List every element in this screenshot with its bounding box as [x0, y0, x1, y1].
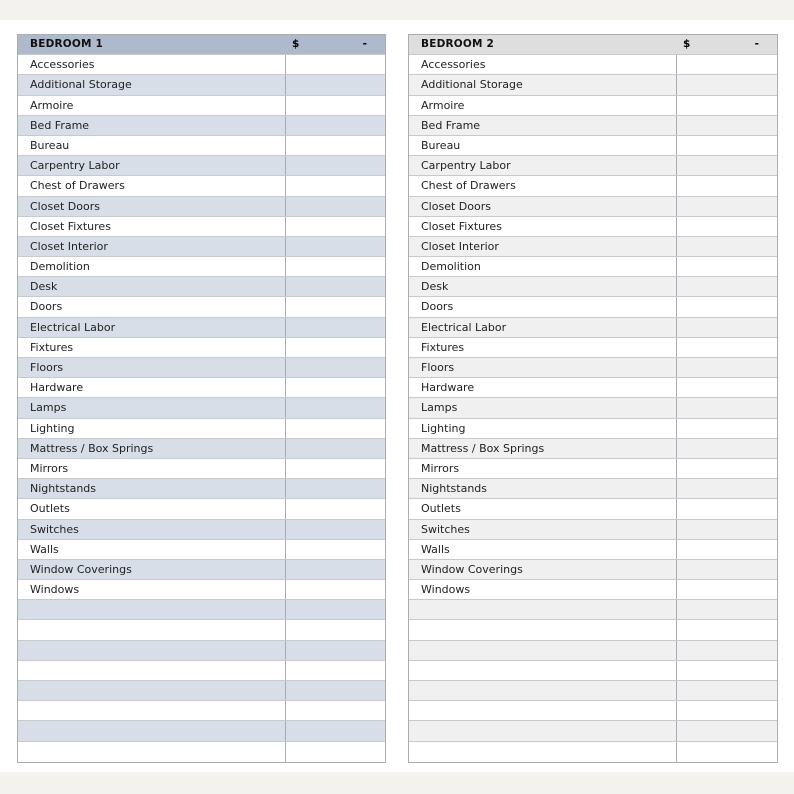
- item-name-cell[interactable]: Lamps: [18, 398, 286, 417]
- item-name-cell[interactable]: Window Coverings: [18, 560, 286, 579]
- bedroom-2-table: [408, 34, 778, 763]
- total-value: -: [362, 38, 367, 50]
- item-name-cell[interactable]: Demolition: [18, 257, 286, 276]
- table-row: [409, 136, 777, 156]
- table-row: [18, 277, 385, 297]
- table-row: [409, 459, 777, 479]
- item-name-cell[interactable]: Carpentry Labor: [409, 156, 677, 175]
- amount-cell[interactable]: [677, 176, 777, 195]
- table-row: [18, 358, 385, 378]
- amount-cell[interactable]: [286, 217, 385, 236]
- amount-cell[interactable]: [677, 116, 777, 135]
- amount-cell[interactable]: [677, 197, 777, 216]
- amount-cell[interactable]: [286, 499, 385, 518]
- item-name-cell[interactable]: Closet Interior: [18, 237, 286, 256]
- table-row: [409, 641, 777, 661]
- amount-cell[interactable]: [677, 600, 777, 619]
- item-name-cell[interactable]: Additional Storage: [409, 75, 677, 94]
- item-name-cell[interactable]: [409, 600, 677, 619]
- item-name-cell[interactable]: Walls: [18, 540, 286, 559]
- item-name-cell[interactable]: Doors: [409, 297, 677, 316]
- amount-cell[interactable]: [677, 701, 777, 720]
- item-name-cell[interactable]: Doors: [18, 297, 286, 316]
- amount-cell[interactable]: [677, 136, 777, 155]
- table-row: [409, 681, 777, 701]
- item-name-cell[interactable]: Closet Doors: [409, 197, 677, 216]
- item-name-cell[interactable]: [18, 661, 286, 680]
- item-name-cell[interactable]: [409, 742, 677, 762]
- table-row: [409, 580, 777, 600]
- table-row: [18, 701, 385, 721]
- item-name-cell[interactable]: Electrical Labor: [18, 318, 286, 337]
- amount-cell[interactable]: [286, 479, 385, 498]
- item-name-cell[interactable]: Floors: [18, 358, 286, 377]
- table-row: [409, 338, 777, 358]
- item-name-cell[interactable]: Switches: [409, 520, 677, 539]
- item-name-cell[interactable]: Bed Frame: [18, 116, 286, 135]
- table-row: [18, 136, 385, 156]
- table-header-row: [409, 35, 777, 55]
- amount-cell[interactable]: [286, 580, 385, 599]
- table-row: [18, 338, 385, 358]
- amount-cell[interactable]: [286, 681, 385, 700]
- item-name-cell[interactable]: Armoire: [409, 96, 677, 115]
- amount-cell[interactable]: [286, 197, 385, 216]
- item-name-cell[interactable]: Bed Frame: [409, 116, 677, 135]
- amount-cell[interactable]: [286, 419, 385, 438]
- amount-cell[interactable]: [286, 96, 385, 115]
- amount-cell[interactable]: [677, 560, 777, 579]
- amount-cell[interactable]: [286, 620, 385, 639]
- table-row: [409, 257, 777, 277]
- table-row: [409, 318, 777, 338]
- table-row: [18, 742, 385, 762]
- item-name-cell[interactable]: Electrical Labor: [409, 318, 677, 337]
- amount-cell[interactable]: [677, 358, 777, 377]
- item-name-cell[interactable]: Closet Fixtures: [409, 217, 677, 236]
- table-row: [18, 419, 385, 439]
- item-name-cell[interactable]: [409, 681, 677, 700]
- amount-cell[interactable]: [677, 479, 777, 498]
- amount-cell[interactable]: [286, 661, 385, 680]
- table-row: [18, 479, 385, 499]
- table-row: [18, 540, 385, 560]
- item-name-cell[interactable]: Lamps: [409, 398, 677, 417]
- table-row: [409, 742, 777, 762]
- amount-cell[interactable]: [286, 358, 385, 377]
- total-value: -: [754, 38, 759, 50]
- amount-cell[interactable]: [677, 96, 777, 115]
- amount-cell[interactable]: [286, 176, 385, 195]
- table-row: [18, 499, 385, 519]
- table-row: [409, 520, 777, 540]
- amount-cell[interactable]: [677, 217, 777, 236]
- amount-cell[interactable]: [677, 318, 777, 337]
- amount-cell[interactable]: [677, 641, 777, 660]
- item-name-cell[interactable]: Switches: [18, 520, 286, 539]
- item-name-cell[interactable]: Mirrors: [18, 459, 286, 478]
- table-title: BEDROOM 2: [421, 38, 495, 50]
- table-row: [409, 439, 777, 459]
- table-row: [18, 620, 385, 640]
- table-row: [409, 378, 777, 398]
- item-name-cell[interactable]: [18, 620, 286, 639]
- item-name-cell[interactable]: Walls: [409, 540, 677, 559]
- item-name-cell[interactable]: Carpentry Labor: [18, 156, 286, 175]
- table-row: [18, 237, 385, 257]
- amount-cell[interactable]: [286, 560, 385, 579]
- table-row: [18, 600, 385, 620]
- item-name-cell[interactable]: [18, 600, 286, 619]
- item-name-cell[interactable]: Outlets: [409, 499, 677, 518]
- table-row: [18, 560, 385, 580]
- table-row: [409, 75, 777, 95]
- table-row: [409, 156, 777, 176]
- amount-cell[interactable]: [677, 55, 777, 74]
- item-name-cell[interactable]: Mattress / Box Springs: [18, 439, 286, 458]
- table-row: [409, 600, 777, 620]
- item-name-cell[interactable]: [18, 641, 286, 660]
- amount-cell[interactable]: [286, 742, 385, 762]
- amount-cell[interactable]: [286, 297, 385, 316]
- amount-cell[interactable]: [286, 459, 385, 478]
- item-name-cell[interactable]: Outlets: [18, 499, 286, 518]
- amount-cell[interactable]: [286, 600, 385, 619]
- item-name-cell[interactable]: Accessories: [18, 55, 286, 74]
- item-name-cell[interactable]: Desk: [409, 277, 677, 296]
- amount-cell[interactable]: [286, 55, 385, 74]
- table-row: [18, 297, 385, 317]
- currency-symbol: $: [292, 38, 300, 50]
- bedroom-1-table: [17, 34, 386, 763]
- table-row: [409, 499, 777, 519]
- amount-cell[interactable]: [286, 540, 385, 559]
- item-name-cell[interactable]: [18, 742, 286, 762]
- table-row: [18, 217, 385, 237]
- table-row: [18, 116, 385, 136]
- item-name-cell[interactable]: Bureau: [409, 136, 677, 155]
- item-name-cell[interactable]: Desk: [18, 277, 286, 296]
- table-row: [18, 661, 385, 681]
- table-row: [409, 55, 777, 75]
- amount-cell[interactable]: [286, 116, 385, 135]
- table-row: [18, 439, 385, 459]
- item-name-cell[interactable]: [409, 661, 677, 680]
- table-row: [18, 580, 385, 600]
- item-name-cell[interactable]: Chest of Drawers: [18, 176, 286, 195]
- table-row: [409, 620, 777, 640]
- table-row: [18, 520, 385, 540]
- table-row: [409, 116, 777, 136]
- total-cell[interactable]: [286, 35, 385, 54]
- table-row: [409, 419, 777, 439]
- item-name-cell[interactable]: Hardware: [18, 378, 286, 397]
- item-name-cell[interactable]: Window Coverings: [409, 560, 677, 579]
- amount-cell[interactable]: [677, 459, 777, 478]
- item-name-cell[interactable]: Hardware: [409, 378, 677, 397]
- table-row: [18, 96, 385, 116]
- table-row: [409, 96, 777, 116]
- amount-cell[interactable]: [677, 156, 777, 175]
- amount-cell[interactable]: [286, 277, 385, 296]
- table-row: [18, 398, 385, 418]
- table-row: [409, 560, 777, 580]
- amount-cell[interactable]: [677, 499, 777, 518]
- amount-cell[interactable]: [677, 520, 777, 539]
- table-row: [409, 540, 777, 560]
- table-row: [18, 378, 385, 398]
- amount-cell[interactable]: [677, 338, 777, 357]
- item-name-cell[interactable]: [18, 701, 286, 720]
- amount-cell[interactable]: [677, 661, 777, 680]
- amount-cell[interactable]: [677, 419, 777, 438]
- amount-cell[interactable]: [677, 681, 777, 700]
- item-name-cell[interactable]: Windows: [409, 580, 677, 599]
- item-name-cell[interactable]: Lighting: [409, 419, 677, 438]
- amount-cell[interactable]: [286, 721, 385, 740]
- item-name-cell[interactable]: Fixtures: [18, 338, 286, 357]
- amount-cell[interactable]: [677, 75, 777, 94]
- item-name-cell[interactable]: Chest of Drawers: [409, 176, 677, 195]
- table-row: [409, 358, 777, 378]
- item-name-cell[interactable]: [409, 641, 677, 660]
- budget-sheet: [0, 20, 794, 772]
- amount-cell[interactable]: [286, 378, 385, 397]
- amount-cell[interactable]: [677, 540, 777, 559]
- table-row: [18, 721, 385, 741]
- table-row: [409, 297, 777, 317]
- item-name-cell[interactable]: Nightstands: [409, 479, 677, 498]
- amount-cell[interactable]: [286, 136, 385, 155]
- item-name-cell[interactable]: Additional Storage: [18, 75, 286, 94]
- item-name-cell[interactable]: Mirrors: [409, 459, 677, 478]
- amount-cell[interactable]: [677, 237, 777, 256]
- item-name-cell[interactable]: Armoire: [18, 96, 286, 115]
- amount-cell[interactable]: [677, 620, 777, 639]
- item-name-cell[interactable]: Nightstands: [18, 479, 286, 498]
- amount-cell[interactable]: [677, 721, 777, 740]
- amount-cell[interactable]: [286, 439, 385, 458]
- item-name-cell[interactable]: Bureau: [18, 136, 286, 155]
- amount-cell[interactable]: [677, 277, 777, 296]
- amount-cell[interactable]: [677, 378, 777, 397]
- item-name-cell[interactable]: Accessories: [409, 55, 677, 74]
- table-row: [18, 156, 385, 176]
- table-row: [409, 701, 777, 721]
- table-row: [18, 257, 385, 277]
- amount-cell[interactable]: [286, 156, 385, 175]
- total-cell[interactable]: [677, 35, 777, 54]
- amount-cell[interactable]: [677, 297, 777, 316]
- table-row: [409, 277, 777, 297]
- item-name-cell[interactable]: Mattress / Box Springs: [409, 439, 677, 458]
- amount-cell[interactable]: [677, 742, 777, 762]
- item-name-cell[interactable]: [18, 681, 286, 700]
- table-row: [409, 721, 777, 741]
- table-row: [18, 681, 385, 701]
- amount-cell[interactable]: [677, 257, 777, 276]
- amount-cell[interactable]: [286, 338, 385, 357]
- table-row: [18, 318, 385, 338]
- item-name-cell[interactable]: Closet Fixtures: [18, 217, 286, 236]
- table-row: [18, 641, 385, 661]
- amount-cell[interactable]: [286, 75, 385, 94]
- amount-cell[interactable]: [286, 237, 385, 256]
- table-title: BEDROOM 1: [30, 38, 104, 50]
- table-row: [409, 176, 777, 196]
- amount-cell[interactable]: [677, 439, 777, 458]
- item-name-cell[interactable]: Lighting: [18, 419, 286, 438]
- amount-cell[interactable]: [286, 701, 385, 720]
- table-row: [409, 398, 777, 418]
- table-row: [409, 217, 777, 237]
- table-header-row: [18, 35, 385, 55]
- item-name-cell[interactable]: [409, 701, 677, 720]
- item-name-cell[interactable]: Floors: [409, 358, 677, 377]
- table-row: [409, 197, 777, 217]
- table-row: [18, 197, 385, 217]
- item-name-cell[interactable]: [18, 721, 286, 740]
- table-row: [409, 661, 777, 681]
- table-row: [409, 237, 777, 257]
- table-row: [409, 479, 777, 499]
- amount-cell[interactable]: [286, 641, 385, 660]
- table-row: [18, 459, 385, 479]
- table-row: [18, 55, 385, 75]
- table-row: [18, 75, 385, 95]
- item-name-cell[interactable]: [409, 721, 677, 740]
- amount-cell[interactable]: [677, 580, 777, 599]
- item-name-cell[interactable]: Windows: [18, 580, 286, 599]
- amount-cell[interactable]: [286, 398, 385, 417]
- amount-cell[interactable]: [677, 398, 777, 417]
- amount-cell[interactable]: [286, 318, 385, 337]
- amount-cell[interactable]: [286, 257, 385, 276]
- item-name-cell[interactable]: Closet Doors: [18, 197, 286, 216]
- table-row: [18, 176, 385, 196]
- item-name-cell[interactable]: [409, 620, 677, 639]
- amount-cell[interactable]: [286, 520, 385, 539]
- item-name-cell[interactable]: Demolition: [409, 257, 677, 276]
- item-name-cell[interactable]: Closet Interior: [409, 237, 677, 256]
- item-name-cell[interactable]: Fixtures: [409, 338, 677, 357]
- currency-symbol: $: [683, 38, 691, 50]
